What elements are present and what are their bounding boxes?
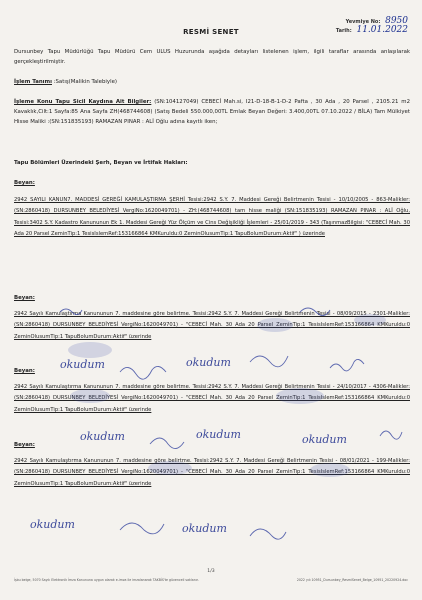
islem-value: :Satış(Malikin Talebiyle)	[51, 79, 118, 85]
footer-left: İşbu belge, 5070 Sayılı Elektronik İmza Kanununa uygun olarak e-imza ile imzalanarak TAKBİS'te güvenceli saklanır.	[14, 578, 199, 582]
handwritten-okudum-5: okudum	[302, 433, 347, 446]
scribble-2	[250, 356, 288, 367]
beyan-label-1: Beyan:	[14, 180, 35, 186]
ink-blot-2	[257, 318, 293, 332]
handwritten-okudum-4: okudum	[196, 428, 241, 441]
scribble-1	[120, 366, 166, 379]
scribble-5	[380, 431, 402, 439]
ink-blot-3	[354, 314, 386, 326]
beyan-label-4: Beyan:	[14, 442, 35, 448]
yevmiye-line: Yevmiye No: 8950	[345, 16, 408, 26]
document-title: RESMİ SENET	[183, 28, 239, 36]
page-number: 1/3	[207, 569, 215, 574]
scribble-3	[330, 359, 364, 370]
scribble-9	[60, 309, 82, 315]
ink-blot-7	[310, 463, 350, 477]
ink-blot-5	[276, 388, 324, 404]
beyan-label-3: Beyan:	[14, 368, 35, 374]
scribble-8	[300, 308, 330, 316]
konu-text: (SN:104127049) CEBECİ Mah.si, I21-D-18-B-1-D-2 Pafta , 30 Ada , 20 Parsel , 2105.21 m2 Kavaklık,Cilt:1 Sayfa:85 Ana Sayfa ZH(468744608) (Satış Bedeli 550.000,00TL Emlak Beyan Değeri: 3.400,00TL 07.10.2022 / BİLA) Tam Mülkiyet Hisse Maliki :(SN:151835193) RAMAZAN PINAR : ALİ Oğlu adına kayıtlı iken;	[14, 99, 410, 126]
beyan-label-2: Beyan:	[14, 295, 35, 301]
intro-paragraph: Dursunbey Tapu Müdürlüğü Tapu Müdürü Cem ULUS Huzurunda aşağıda detayları listelenen işlem, ilgili taraflar arasında anlaşılarak gerçekleştirilmiştir.	[14, 49, 410, 66]
handwritten-okudum-1: okudum	[60, 358, 105, 371]
scribble-4	[150, 438, 184, 449]
beyan-entry-text-1: 2942 SAYILI KANUN7. MADDESİ GEREĞİ KAMULAŞTIRMA ŞERHİ Tesisi:2942 S.Y. 7. Maddesi Gereği Belirtmenin Tesisi - 10/10/2005 - 863-Malikler:(SN:2860418) DURSUNBEY BELEDİYESİ VergiNo:1620049701) - ZH:(468744608) tam hisse maliği (SN:151835193) RAMAZAN PINAR : ALİ Oğlu, Tesisi:3402 S.Y. Kadastro Kanununun Ek 1. Maddesi Gereği Yüz Ölçüm ve Cins Değişikliği İşlemleri - 25/01/2019 - 343 (TaşınmazBilgisi: "CEBECİ Mah. 30 Ada 20 Parsel ZeminTip:1 TesisIslemRef:153166864 KMKuruldu:0 ZeminOlusumTip:1 TapuBolumDurum:Aktif" ) üzerinde	[14, 197, 410, 238]
yevmiye-value: 8950	[385, 16, 408, 26]
ink-blot-4	[70, 389, 110, 403]
islem-label: İşlem Tanımı	[14, 79, 52, 85]
scribble-7	[250, 529, 286, 539]
handwritten-okudum-6: okudum	[30, 518, 75, 531]
tarih-label: Tarih	[335, 28, 350, 34]
beyan-entry-text-2: 2942 Sayılı Kamulaştırma Kanununun 7. maddesine göre belirtme. Tesisi:2942 S.Y. 7. Maddesi Gereği Belirtmenin Tesisi - 08/09/2015 - 2301-Malikler:(SN:2860418) DURSUNBEY BELEDİYESİ VergiNo:1620049701) - "CEBECİ Mah. 30 Ada 20 Parsel ZeminTip:1 TesisIslemRef:153166864 KMKuruldu:0 ZeminOlusumTip:1 TapuBolumDurum:Aktif" üzerinde	[14, 311, 410, 340]
yevmiye-label: Yevmiye No	[345, 19, 379, 25]
konu-label: İşleme Konu Tapu Sicil Kaydına Ait Bilgiler:	[14, 99, 152, 105]
ink-blot-1	[68, 342, 112, 358]
scribble-6	[120, 523, 164, 534]
section-title: Tapu Bölümleri Üzerindeki Şerh, Beyan ve İrtifak Hakları:	[14, 160, 188, 166]
tarih-value: 11.01.2022	[356, 25, 408, 35]
tarih-line: Tarih: 11.01.2022	[335, 25, 408, 35]
ink-blot-6	[148, 461, 192, 475]
handwritten-okudum-7: okudum	[182, 522, 227, 535]
beyan-entry-text-4: 2942 Sayılı Kamulaştırma Kanununun 7. maddesine göre belirtme. Tesisi:2942 S.Y. 7. Maddesi Gereği Belirtmenin Tesisi - 08/01/2021 - 199-Malikler:(SN:2860418) DURSUNBEY BELEDİYESİ VergiNo:1620049701) - "CEBECİ Mah. 30 Ada 20 Parsel ZeminTip:1 TesisIslemRef:153166864 KMKuruldu:0 ZeminOlusumTip:1 TapuBolumDurum:Aktif" üzerinde	[14, 458, 410, 487]
handwritten-okudum-3: okudum	[80, 430, 125, 443]
beyan-entry-text-3: 2942 Sayılı Kamulaştırma Kanununun 7. maddesine göre belirtme. Tesisi:2942 S.Y. 7. Maddesi Gereği Belirtmenin Tesisi - 24/10/2017 - 4306-Malikler:(SN:2860418) DURSUNBEY BELEDİYESİ VergiNo:1620049701) - "CEBECİ Mah. 30 Ada 20 Parsel ZeminTip:1 TesisIslemRef:153166864 KMKuruldu:0 ZeminOlusumTip:1 TapuBolumDurum:Aktif" üzerinde	[14, 384, 410, 413]
footer-right: 2022 yılı 10951_Dursunbey_ResmiSenet_Belge_10951_20220924.doc	[296, 578, 408, 582]
handwritten-okudum-2: okudum	[186, 356, 231, 369]
